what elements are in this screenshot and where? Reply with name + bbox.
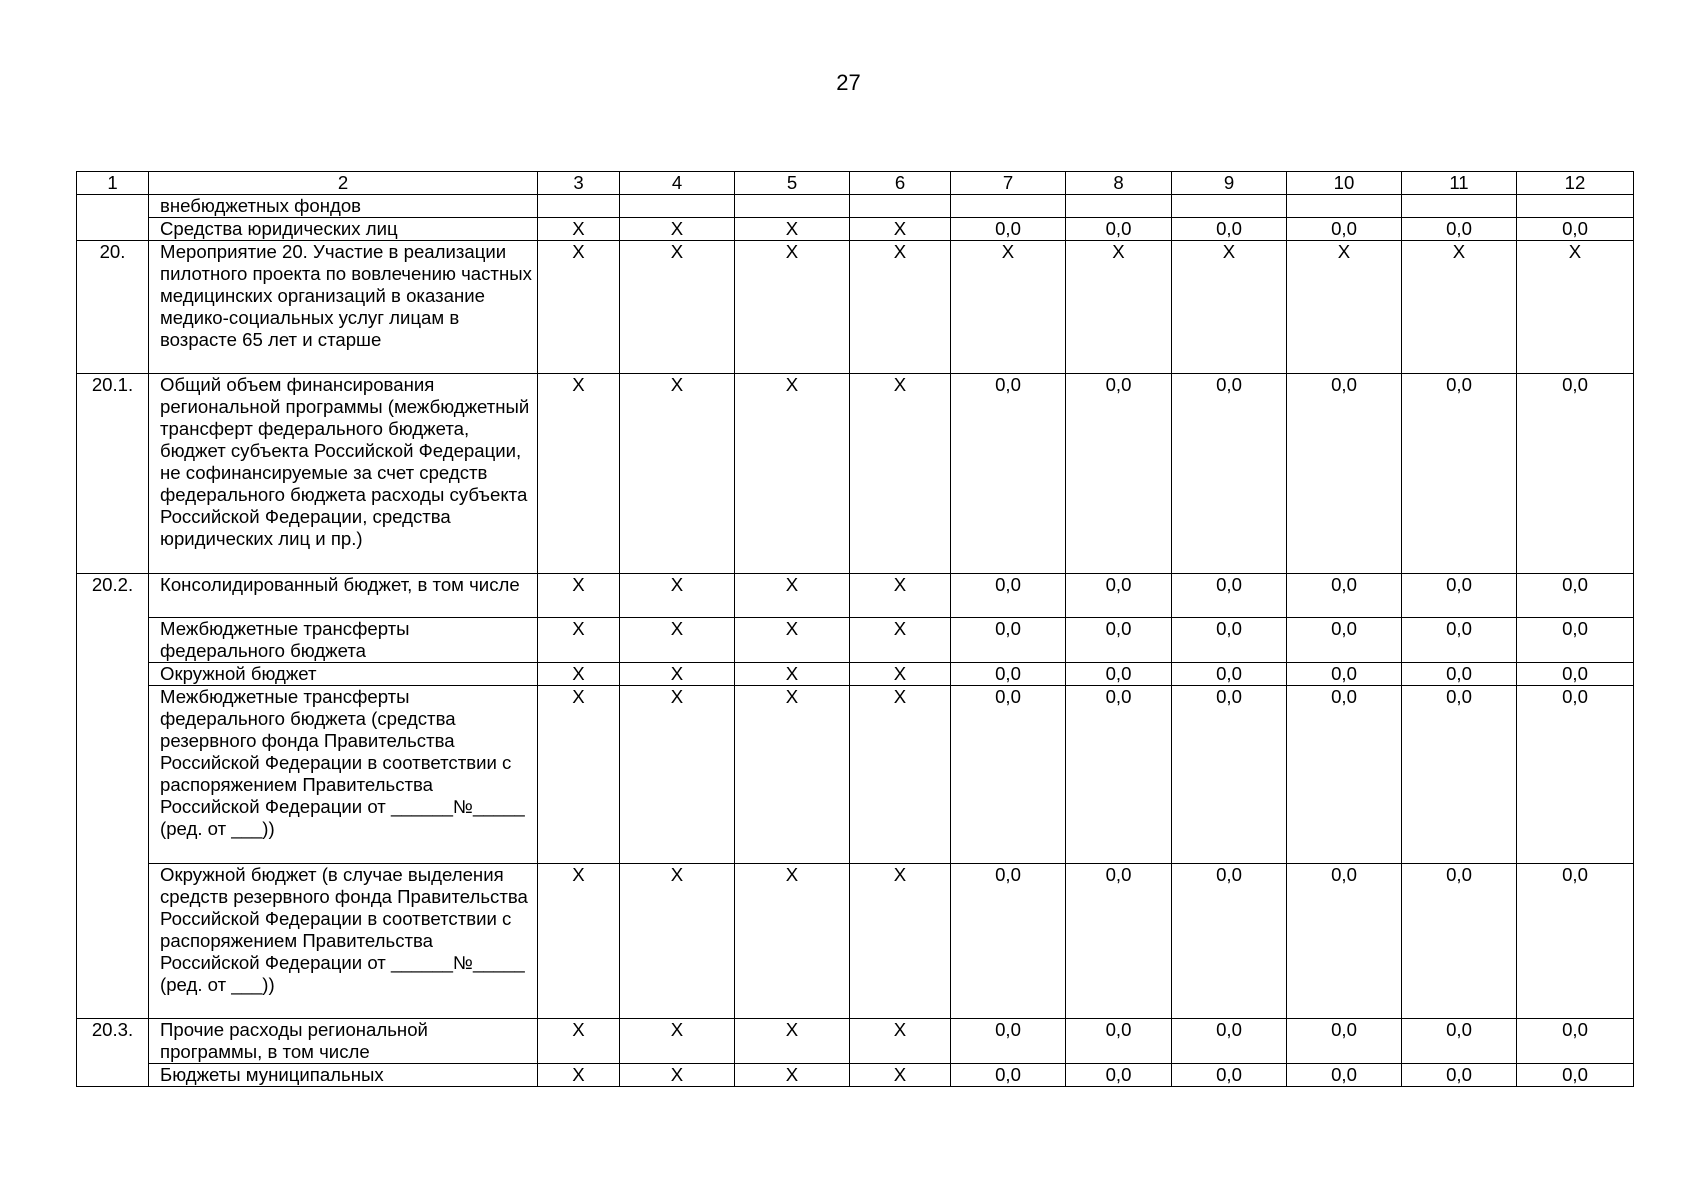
table-row (77, 618, 1634, 663)
value-cell: 0,0 (1172, 1064, 1287, 1087)
column-header: 2 (149, 172, 538, 195)
value-cell: Х (735, 864, 850, 1019)
value-cell: 0,0 (1066, 374, 1172, 574)
column-header: 1 (77, 172, 149, 195)
value-cell: 0,0 (1066, 686, 1172, 864)
row-label-cell: Консолидированный бюджет, в том числе (149, 574, 538, 618)
table-row (77, 241, 1634, 374)
value-cell: Х (951, 241, 1066, 374)
value-cell: Х (735, 241, 850, 374)
value-cell: Х (850, 1064, 951, 1087)
column-header: 10 (1287, 172, 1402, 195)
value-cell: 0,0 (1402, 618, 1517, 663)
value-cell: Х (850, 864, 951, 1019)
value-cell: Х (1287, 241, 1402, 374)
value-cell: Х (620, 686, 735, 864)
value-cell: 0,0 (1402, 374, 1517, 574)
value-cell: Х (850, 686, 951, 864)
table-row (77, 663, 1634, 686)
value-cell: 0,0 (1172, 663, 1287, 686)
row-label-cell: Бюджеты муниципальных (149, 1064, 538, 1087)
value-cell: Х (538, 1064, 620, 1087)
value-cell: 0,0 (951, 864, 1066, 1019)
financing-table (76, 171, 1634, 1087)
value-cell: 0,0 (1287, 663, 1402, 686)
value-cell (1402, 195, 1517, 218)
value-cell: Х (620, 374, 735, 574)
value-cell (951, 195, 1066, 218)
value-cell: Х (538, 618, 620, 663)
column-header: 12 (1517, 172, 1634, 195)
row-number-cell: 20.2. (77, 574, 149, 1019)
table-row (77, 195, 1634, 218)
value-cell (1172, 195, 1287, 218)
value-cell: 0,0 (1066, 864, 1172, 1019)
value-cell: 0,0 (1517, 1064, 1634, 1087)
value-cell: 0,0 (1287, 218, 1402, 241)
table-row (77, 218, 1634, 241)
value-cell: Х (735, 663, 850, 686)
value-cell: Х (538, 374, 620, 574)
value-cell: Х (538, 241, 620, 374)
value-cell: 0,0 (951, 1019, 1066, 1064)
row-label-cell: Окружной бюджет (149, 663, 538, 686)
table-body (77, 172, 1634, 1087)
value-cell: 0,0 (1066, 1019, 1172, 1064)
column-header: 7 (951, 172, 1066, 195)
row-label-cell: Окружной бюджет (в случае выделения средств резервного фонда Правительства Российской Федерации в соответствии с распоряжением Правительства Российской Федерации от ______№_____ (ред. от ___)) (149, 864, 538, 1019)
row-number-cell: 20.3. (77, 1019, 149, 1087)
value-cell: 0,0 (1172, 574, 1287, 618)
row-label-cell: Средства юридических лиц (149, 218, 538, 241)
table-row (77, 374, 1634, 574)
value-cell: Х (538, 218, 620, 241)
value-cell: Х (735, 374, 850, 574)
financing-table-wrapper (76, 171, 1634, 1087)
value-cell: Х (538, 663, 620, 686)
value-cell: Х (538, 1019, 620, 1064)
row-number-cell (77, 195, 149, 241)
value-cell: 0,0 (1517, 1019, 1634, 1064)
value-cell (620, 195, 735, 218)
value-cell: Х (735, 574, 850, 618)
column-header: 4 (620, 172, 735, 195)
value-cell: 0,0 (1287, 1019, 1402, 1064)
value-cell: 0,0 (1172, 218, 1287, 241)
value-cell: 0,0 (1402, 1019, 1517, 1064)
row-label-cell: Общий объем финансирования региональной программы (межбюджетный трансферт федерального бюджета, бюджет субъекта Российской Федерации, не софинансируемые за счет средств федерального бюджета расходы субъекта Российской Федерации, средства юридических лиц и пр.) (149, 374, 538, 574)
value-cell: 0,0 (1172, 864, 1287, 1019)
table-row (77, 1064, 1634, 1087)
value-cell: 0,0 (1402, 218, 1517, 241)
value-cell: Х (735, 1019, 850, 1064)
value-cell: Х (620, 864, 735, 1019)
row-label-cell: Мероприятие 20. Участие в реализации пилотного проекта по вовлечению частных медицинских организаций в оказание медико-социальных услуг лицам в возрасте 65 лет и старше (149, 241, 538, 374)
value-cell: Х (850, 574, 951, 618)
value-cell: Х (1402, 241, 1517, 374)
value-cell: Х (620, 663, 735, 686)
value-cell: 0,0 (1402, 663, 1517, 686)
value-cell: Х (1172, 241, 1287, 374)
value-cell: Х (735, 1064, 850, 1087)
value-cell: 0,0 (1517, 618, 1634, 663)
value-cell (735, 195, 850, 218)
value-cell: 0,0 (951, 618, 1066, 663)
row-label-cell: Межбюджетные трансферты федерального бюджета (средства резервного фонда Правительства Российской Федерации в соответствии с распоряжением Правительства Российской Федерации от ______№_____ (ред. от ___)) (149, 686, 538, 864)
value-cell: 0,0 (1517, 218, 1634, 241)
value-cell: 0,0 (951, 686, 1066, 864)
column-header: 5 (735, 172, 850, 195)
column-header: 3 (538, 172, 620, 195)
table-row (77, 864, 1634, 1019)
row-label-cell: внебюджетных фондов (149, 195, 538, 218)
value-cell: 0,0 (1172, 374, 1287, 574)
table-row (77, 1019, 1634, 1064)
value-cell (1287, 195, 1402, 218)
value-cell: Х (1517, 241, 1634, 374)
value-cell: 0,0 (1517, 864, 1634, 1019)
value-cell: 0,0 (951, 574, 1066, 618)
value-cell: Х (620, 574, 735, 618)
value-cell: 0,0 (1066, 663, 1172, 686)
value-cell: 0,0 (1287, 374, 1402, 574)
value-cell: 0,0 (1287, 864, 1402, 1019)
table-row (77, 686, 1634, 864)
value-cell: 0,0 (1287, 686, 1402, 864)
value-cell: 0,0 (1287, 618, 1402, 663)
value-cell: 0,0 (1517, 663, 1634, 686)
value-cell: 0,0 (1402, 864, 1517, 1019)
value-cell: 0,0 (951, 374, 1066, 574)
value-cell: Х (850, 1019, 951, 1064)
table-row (77, 574, 1634, 618)
value-cell: 0,0 (951, 663, 1066, 686)
value-cell: Х (735, 686, 850, 864)
value-cell: 0,0 (1287, 574, 1402, 618)
row-label-cell: Межбюджетные трансферты федерального бюджета (149, 618, 538, 663)
column-header: 9 (1172, 172, 1287, 195)
value-cell: 0,0 (1066, 574, 1172, 618)
value-cell: Х (538, 686, 620, 864)
value-cell: Х (850, 241, 951, 374)
value-cell: Х (620, 1064, 735, 1087)
row-label-cell: Прочие расходы региональной программы, в том числе (149, 1019, 538, 1064)
value-cell: 0,0 (1066, 1064, 1172, 1087)
value-cell: Х (620, 241, 735, 374)
value-cell: 0,0 (1517, 574, 1634, 618)
value-cell: 0,0 (1402, 686, 1517, 864)
value-cell: 0,0 (1066, 618, 1172, 663)
value-cell: 0,0 (1172, 1019, 1287, 1064)
value-cell: Х (538, 574, 620, 618)
value-cell: 0,0 (1172, 686, 1287, 864)
value-cell: Х (850, 218, 951, 241)
value-cell: Х (620, 618, 735, 663)
value-cell: 0,0 (1517, 686, 1634, 864)
value-cell: Х (620, 1019, 735, 1064)
value-cell (1066, 195, 1172, 218)
value-cell: 0,0 (951, 1064, 1066, 1087)
value-cell: 0,0 (1402, 1064, 1517, 1087)
value-cell: Х (735, 618, 850, 663)
value-cell: 0,0 (1172, 618, 1287, 663)
value-cell: Х (1066, 241, 1172, 374)
header-row (77, 172, 1634, 195)
value-cell: Х (850, 618, 951, 663)
column-header: 6 (850, 172, 951, 195)
value-cell: Х (735, 218, 850, 241)
value-cell: 0,0 (951, 218, 1066, 241)
column-header: 8 (1066, 172, 1172, 195)
value-cell: Х (538, 864, 620, 1019)
value-cell: 0,0 (1402, 574, 1517, 618)
value-cell (538, 195, 620, 218)
value-cell: 0,0 (1287, 1064, 1402, 1087)
page-number: 27 (836, 70, 861, 95)
value-cell: Х (850, 374, 951, 574)
value-cell (1517, 195, 1634, 218)
value-cell: 0,0 (1517, 374, 1634, 574)
value-cell (850, 195, 951, 218)
row-number-cell: 20.1. (77, 374, 149, 574)
value-cell: Х (850, 663, 951, 686)
value-cell: Х (620, 218, 735, 241)
row-number-cell: 20. (77, 241, 149, 374)
value-cell: 0,0 (1066, 218, 1172, 241)
column-header: 11 (1402, 172, 1517, 195)
